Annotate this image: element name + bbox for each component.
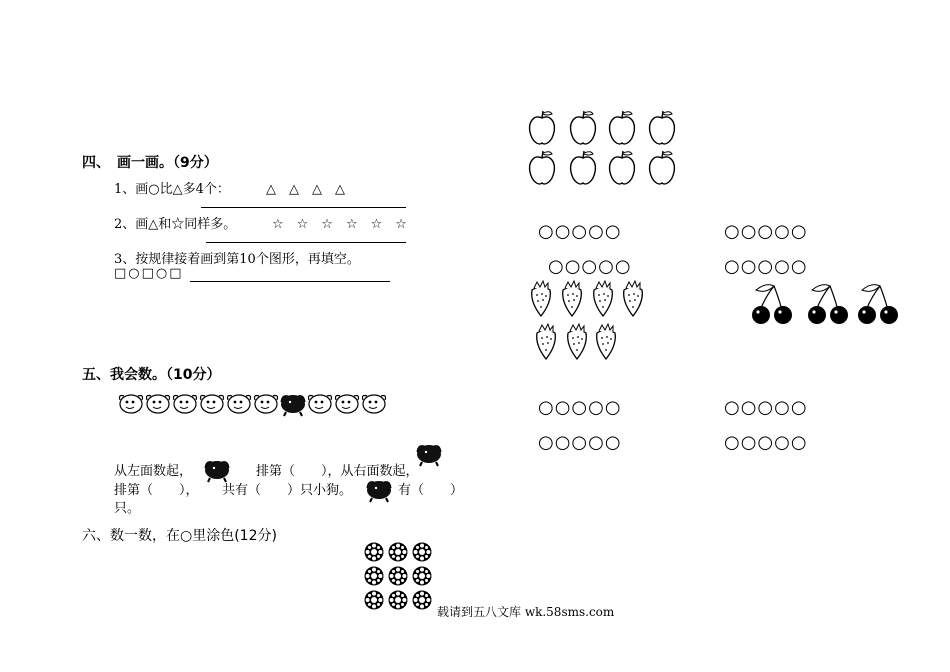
- answer-circles[interactable]: ○○○○○: [538, 432, 622, 453]
- answer-circles[interactable]: ○○○○○: [724, 397, 808, 418]
- answer-circles[interactable]: ○○○○○: [724, 256, 808, 277]
- puppy-row: [118, 388, 390, 418]
- section-5-line-1a: 从左面数起，: [114, 464, 193, 479]
- apple-group: [528, 108, 683, 188]
- section-6-heading: 六、数一数，在○里涂色(12分): [82, 528, 277, 544]
- section-5-line-2c: 有（ ）: [398, 483, 464, 498]
- black-puppy-icon: [416, 440, 446, 464]
- watermark-footer: 载请到五八文库 wk.58sms.com: [437, 605, 615, 619]
- black-puppy-icon: [366, 476, 396, 500]
- ball-grid: [364, 542, 436, 612]
- answer-line-1: [201, 207, 406, 208]
- answer-circles[interactable]: ○○○○○: [724, 432, 808, 453]
- answer-line-3: [190, 281, 390, 282]
- section-4-item-2: 2、画△和☆同样多。: [114, 217, 237, 232]
- section-5-line-1b: 排第（ ），从右面数起，: [256, 464, 419, 479]
- black-puppy-icon: [204, 456, 234, 480]
- cherry-group: [748, 280, 904, 326]
- answer-circles[interactable]: ○○○○○: [548, 256, 632, 277]
- triangle-shapes: △ △ △ △: [266, 182, 345, 197]
- section-5-line-3: 只。: [114, 501, 141, 516]
- section-5-heading: 五、我会数。（10分）: [82, 367, 221, 383]
- answer-line-2: [206, 242, 406, 243]
- answer-circles[interactable]: ○○○○○: [724, 221, 808, 242]
- star-shapes: ☆ ☆ ☆ ☆ ☆ ☆: [272, 217, 407, 232]
- section-5-line-2b: 共有（ ）只小狗。: [222, 483, 353, 498]
- strawberry-group: [528, 280, 648, 364]
- section-4-item-3: 3、按规律接着画到第10个图形，再填空。: [114, 252, 360, 267]
- shape-pattern: □○□○□: [114, 266, 184, 281]
- section-4-heading: 四、 画一画。（9分）: [82, 155, 218, 171]
- answer-circles[interactable]: ○○○○○: [538, 397, 622, 418]
- section-4-item-1: 1、画○比△多4个：: [114, 182, 230, 197]
- answer-circles[interactable]: ○○○○○: [538, 221, 622, 242]
- section-5-line-2a: 排第（ ），: [114, 483, 199, 498]
